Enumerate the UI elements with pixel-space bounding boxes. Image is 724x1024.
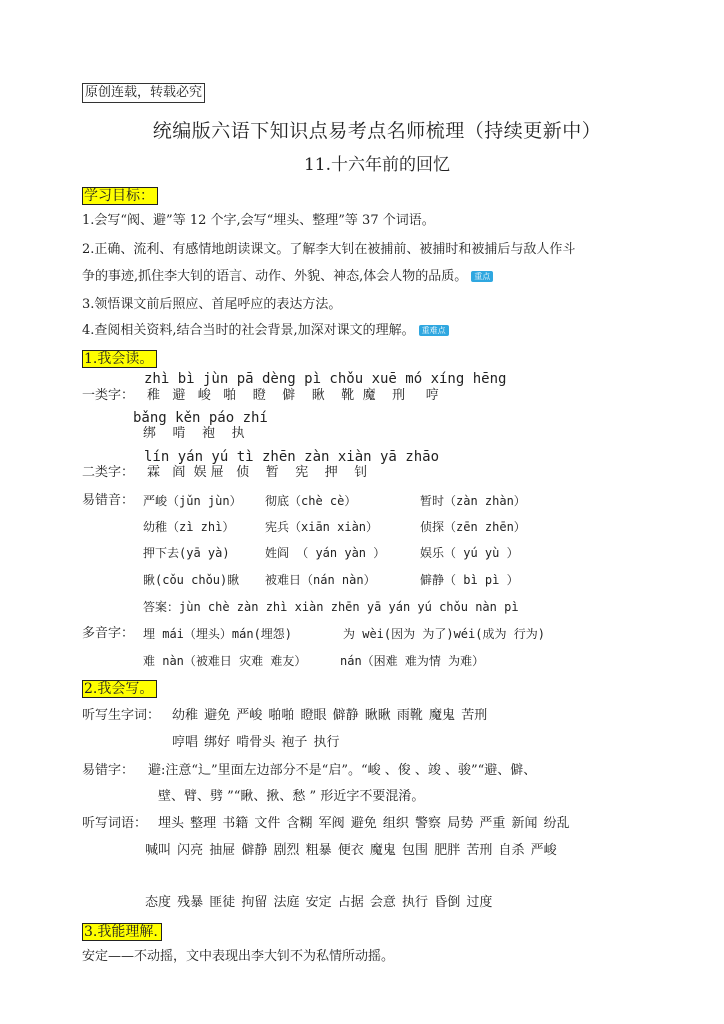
words-label: 听写词语：: [82, 816, 148, 831]
polyphone-nan-2: nán（困难 难为情 为难）: [340, 654, 485, 668]
class1-label: 一类字：: [82, 388, 135, 403]
difficult-point-badge: 重难点: [419, 325, 449, 336]
dictation-row1: 幼稚 避免 严峻 啪啪 瞪眼 僻静 瞅瞅 雨靴 魔鬼 苦刑: [172, 708, 488, 723]
mistake-r2c2: 宪兵（xiān xiàn）: [265, 520, 379, 534]
mistake-r1c2: 彻底（chè cè）: [265, 494, 357, 508]
mistake-r4c2: 被难日（nán nàn）: [265, 573, 376, 587]
dictation-row2: 哼唱 绑好 啃骨头 袍子 执行: [172, 735, 340, 750]
words-row1: 埋头 整理 书籍 文件 含糊 军阀 避免 组织 警察 局势 严重 新闻 纷乱: [158, 816, 570, 831]
goal-item-2-text: 争的事迹,抓住李大钊的语言、动作、外貌、神态,体会人物的品质。: [82, 269, 468, 284]
mistake-r3c3: 娱乐（ yú yù ）: [420, 546, 519, 560]
mistake-r2c1: 幼稚（zì zhì）: [143, 520, 235, 534]
wrong-chars-label: 易错字：: [82, 763, 135, 778]
goals-heading: [82, 185, 158, 205]
understand-text: 安定——不动摇，文中表现出李大钊不为私情所动摇。: [82, 949, 395, 964]
wrong-chars-row2: 壁、臂、劈 ”“瞅、揪、愁 ” 形近字不要混淆。: [158, 789, 425, 804]
goal-item-2: 2.正确、流利、有感情地朗读课文。了解李大钊在被捕前、被捕时和被捕后与敌人作斗: [82, 242, 576, 257]
mistakes-label: 易错音：: [82, 493, 135, 508]
mistake-r4c3: 僻静（ bì pì ）: [420, 573, 519, 587]
polyphone-nan-4: 难 nàn（被难日 灾难 难友）: [143, 654, 307, 668]
mistake-r3c2: 姓阎 （ yán yàn ）: [265, 546, 386, 560]
class2-chars: 霖 阎 娱 屉 侦 暂 宪 押 钊: [147, 465, 368, 480]
understand-heading-label: 3.我能理解.: [82, 923, 162, 941]
goal-item-3: 3.领悟课文前后照应、首尾呼应的表达方法。: [82, 297, 342, 312]
class2-label: 二类字：: [82, 465, 135, 480]
lesson-title: 11.十六年前的回忆: [303, 155, 451, 175]
write-heading: [82, 678, 157, 698]
copyright-notice: 原创连载，转载必究: [82, 83, 205, 103]
mistake-r1c3: 暂时（zàn zhàn）: [420, 494, 526, 508]
goal-item-4: [82, 322, 449, 340]
polyphone-label: 多音字：: [82, 626, 135, 641]
read-heading: [82, 348, 157, 368]
mistake-r3c1: 押下去(yā yà): [143, 546, 230, 560]
mistake-r4c1: 瞅(cǒu chǒu)瞅: [143, 573, 240, 587]
mistake-r1c1: 严峻（jǔn jùn）: [143, 494, 242, 508]
class1-chars-row2: 绑 啃 袍 执: [143, 426, 245, 441]
wrong-chars-row1: 避:注意“辶”里面左边部分不是“启”。“峻 、俊 、竣 、骏”“避、僻、: [148, 763, 537, 778]
dictation-label: 听写生字词：: [82, 708, 161, 723]
goal-item-4-text: 4.查阅相关资料,结合当时的社会背景,加深对课文的理解。: [82, 323, 415, 338]
key-point-badge: 重点: [471, 271, 493, 282]
answer-line: 答案：jùn chè zàn zhì xiàn zhēn yā yán yú chǒu nàn pì: [143, 600, 519, 614]
polyphone-mai: 埋 mái（埋头）mán(埋怨): [143, 627, 293, 641]
words-row2: 喊叫 闪亮 抽屉 僻静 剧烈 粗暴 便衣 魔鬼 包围 肥胖 苦刑 自杀 严峻: [145, 843, 557, 858]
class1-pinyin-row1: zhì bì jùn pā dèng pì chǒu xuē mó xíng hēng: [144, 371, 507, 387]
goal-item-2-cont: [82, 268, 493, 286]
understand-heading: [82, 921, 162, 941]
mistake-r2c3: 侦探（zēn zhēn）: [420, 520, 526, 534]
document-title: 统编版六语下知识点易考点名师梳理（持续更新中）: [152, 120, 602, 142]
goals-heading-label: 学习目标：: [82, 187, 158, 205]
class1-chars-row1: 稚 避 峻 啪 瞪 僻 瞅 靴 魔 刑 哼: [147, 388, 439, 403]
class2-pinyin: lín yán yú tì zhēn zàn xiàn yā zhāo: [144, 449, 440, 465]
read-heading-label: 1.我会读。: [82, 350, 157, 368]
class1-pinyin-row2: bǎng kěn páo zhí: [133, 410, 268, 426]
goal-item-1: 1.会写“阀、避”等 12 个字,会写“埋头、整理”等 37 个词语。: [82, 213, 435, 228]
words-row3: 态度 残暴 匪徒 拘留 法庭 安定 占据 会意 执行 昏倒 过度: [145, 895, 493, 910]
polyphone-wei: 为 wèi(因为 为了)wéi(成为 行为): [343, 627, 545, 641]
write-heading-label: 2.我会写。: [82, 680, 157, 698]
